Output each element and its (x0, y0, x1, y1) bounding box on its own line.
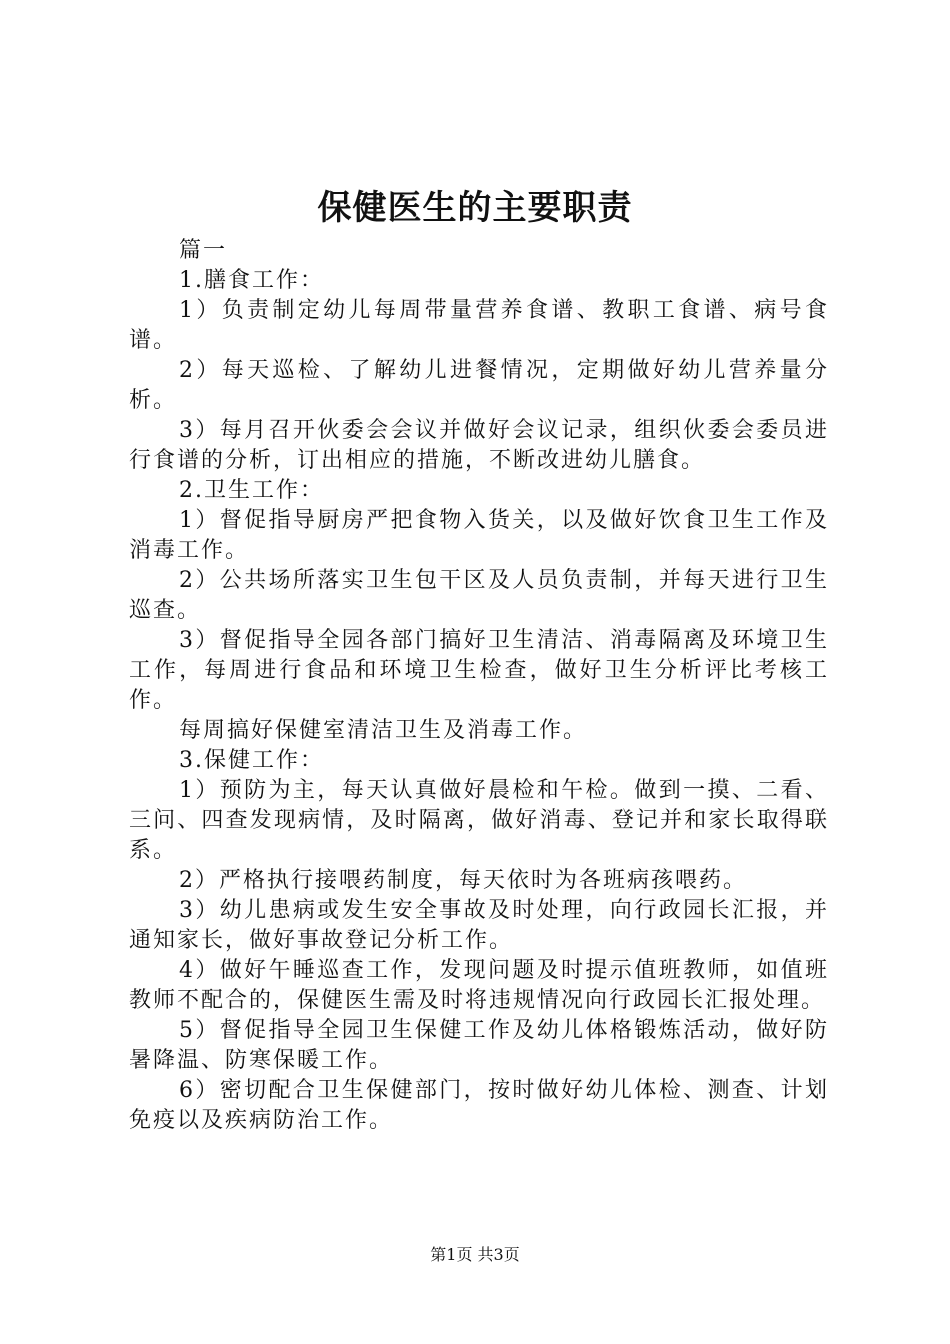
paragraph-section-label: 篇一 (179, 238, 228, 263)
paragraph: 2）公共场所落实卫生包干区及人员负责制，并每天进行卫生巡查。 (129, 568, 829, 623)
page-number-footer: 第1页 共3页 (430, 1245, 520, 1264)
paragraph: 4）做好午睡巡查工作，发现问题及时提示值班教师，如值班教师不配合的，保健医生需及时将违规情况向行政园长汇报处理。 (129, 958, 829, 1013)
page-title: 保健医生的主要职责 (317, 188, 633, 228)
paragraph: 3）每月召开伙委会会议并做好会议记录，组织伙委会委员进行食谱的分析，订出相应的措施，不断改进幼儿膳食。 (129, 418, 829, 473)
paragraph-heading-healthcare: 3.保健工作： (179, 748, 324, 773)
paragraph: 1）负责制定幼儿每周带量营养食谱、教职工食谱、病号食谱。 (129, 298, 829, 353)
paragraph: 2）严格执行接喂药制度，每天依时为各班病孩喂药。 (179, 868, 747, 893)
paragraph: 3）督促指导全园各部门搞好卫生清洁、消毒隔离及环境卫生工作，每周进行食品和环境卫生检查，做好卫生分析评比考核工作。 (129, 628, 829, 713)
paragraph: 1）督促指导厨房严把食物入货关，以及做好饮食卫生工作及消毒工作。 (129, 508, 829, 563)
paragraph: 每周搞好保健室清洁卫生及消毒工作。 (179, 718, 588, 743)
document-body (129, 236, 829, 1136)
paragraph: 1）预防为主，每天认真做好晨检和午检。做到一摸、二看、三问、四查发现病情，及时隔离，做好消毒、登记并和家长取得联系。 (129, 778, 829, 863)
paragraph: 5）督促指导全园卫生保健工作及幼儿体格锻炼活动，做好防暑降温、防寒保暖工作。 (129, 1018, 829, 1073)
paragraph-heading-hygiene: 2.卫生工作： (179, 478, 324, 503)
paragraph-heading-diet: 1.膳食工作： (179, 268, 324, 293)
paragraph: 2）每天巡检、了解幼儿进餐情况，定期做好幼儿营养量分析。 (129, 358, 829, 413)
paragraph: 3）幼儿患病或发生安全事故及时处理，向行政园长汇报，并通知家长，做好事故登记分析工作。 (129, 898, 829, 953)
paragraph: 6）密切配合卫生保健部门，按时做好幼儿体检、测查、计划免疫以及疾病防治工作。 (129, 1078, 829, 1133)
